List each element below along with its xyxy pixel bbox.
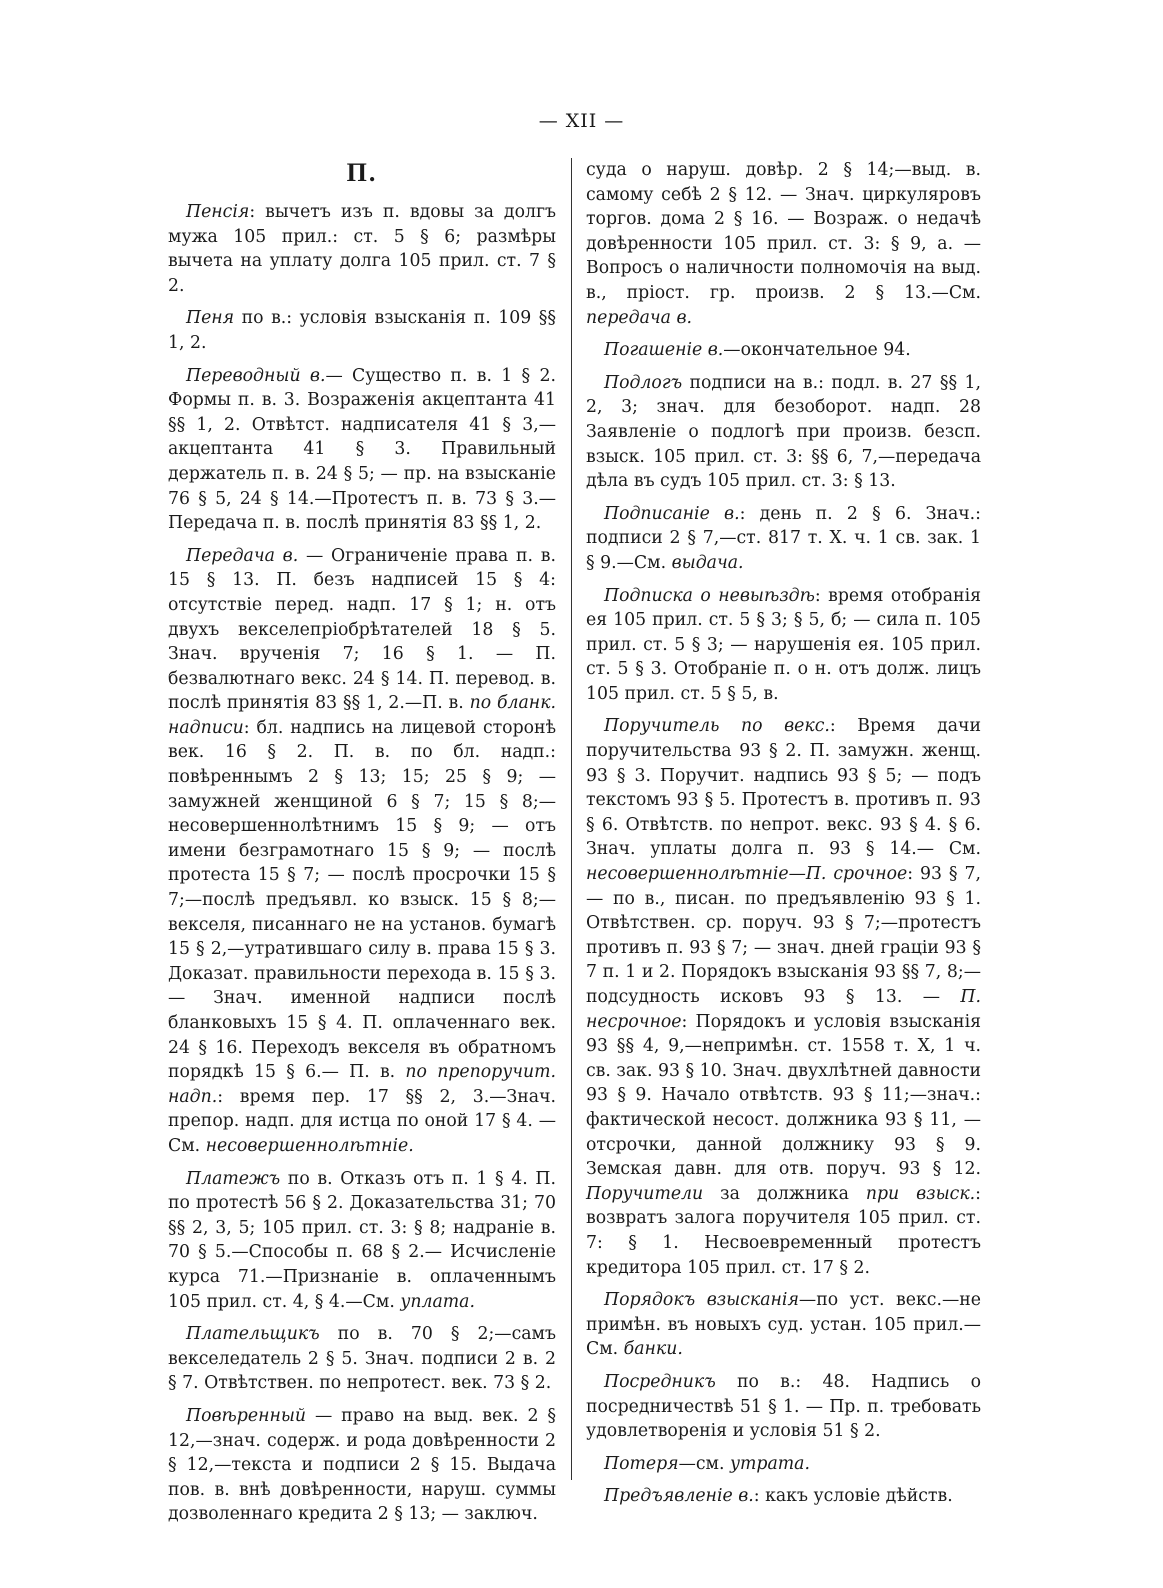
entry-text: : какъ условіе дѣйств.	[753, 1486, 953, 1507]
index-entry	[168, 544, 556, 1159]
entry-reference: несовершеннолѣтніе—П. срочное	[586, 864, 908, 885]
entry-text: : время отобранія ея 105 прил. ст. 5 § 3; § 5, б; — сила п. 105 прил. ст. 5 § 3; — нарушенія ея. 105 прил. ст. 5 § 3. Отобраніе п. о н. отъ долж. лицъ 105 прил. ст. 5 § 5, в.	[586, 585, 981, 704]
entry-reference: передача в.	[586, 307, 692, 328]
entry-term: Пенсія	[186, 202, 250, 222]
entry-reference: несовершеннолѣтніе.	[205, 1135, 414, 1156]
page-header: — XII —	[538, 110, 625, 132]
entry-text: подписи на в.: подл. в. 27 §§ 1, 2, 3; знач. для безоборот. надп. 28 Заявленіе о подлогѣ при произв. безсп. взыск. 105 прил. ст. 3: §§ 6, 7,—передача дѣла въ судъ 105 прил. ст. 3: § 13.	[586, 372, 981, 492]
left-column	[168, 150, 556, 1535]
entry-term: Пеня	[186, 308, 235, 329]
right-column	[586, 158, 981, 1517]
entry-text: : Порядокъ и условія взысканія 93 §§ 4, 9,—непримѣн. ст. 1558 т. X, 1 ч. св. зак. 93 § 10. Знач. двухлѣтней давности 93 § 9. Начало отвѣтств. 93 § 11;—знач.: фактической несост. должника 93 § 11, — отсрочки, данной должнику 93 § 9. Земская давн. для отв. поруч. 93 § 12.	[586, 1011, 981, 1180]
index-entry	[586, 371, 981, 494]
entry-term: Платежъ	[186, 1168, 281, 1189]
entry-text: суда о наруш. довѣр. 2 § 14;—выд. в. самому себѣ 2 § 12. — Знач. циркуляровъ торгов. дома 2 § 16. — Возраж. о недачѣ довѣренности 105 прил. ст. 3: § 9, а. — Вопросъ о наличности полномочія на выд. в., пріост. гр. произв. 2 § 13.—См.	[586, 160, 981, 303]
entry-term: Подлогъ	[604, 372, 683, 393]
entry-text: : Время дачи поручительства 93 § 2. П. замужн. женщ. 93 § 3. Поручит. надпись 93 § 5; — подъ текстомъ 93 § 5. Протестъ в. противъ п. 93 § 6. Отвѣтств. по непрот. векс. 93 § 4. § 6. Знач. уплаты долга п. 93 § 14.— См.	[586, 716, 982, 860]
entry-text: : день п. 2 § 6. Знач.: подписи 2 § 7,—ст. 817 т. X. ч. 1 св. зак. 1 § 9.—См.	[586, 503, 981, 573]
index-entry	[586, 338, 981, 363]
index-entry	[168, 306, 556, 355]
index-entry	[168, 1167, 556, 1315]
entry-text: по в.: условія взысканія п. 109 §§ 1, 2.	[168, 308, 556, 353]
index-entry	[586, 714, 981, 1280]
entry-text: по в. 70 § 2;—самъ векселедатель 2 § 5. Знач. подписи 2 в. 2 § 7. Отвѣтствен. по непротест. век. 73 § 2.	[168, 1324, 556, 1394]
index-entry	[168, 1404, 556, 1527]
entry-term: Подписаніе в.	[604, 503, 740, 524]
index-entry	[586, 1288, 981, 1362]
entry-text: — право на выд. век. 2 § 12,—знач. содерж. и рода довѣренности 2 § 12,—текста и подписи 2 § 15. Выдача пов. в. внѣ довѣренности, наруш. суммы дозволеннаго кредита 2 § 13; — заключ.	[168, 1405, 556, 1525]
entry-term: Повѣренный	[186, 1405, 307, 1426]
entry-reference: уплата.	[400, 1291, 475, 1312]
entry-term: Передача в.	[186, 545, 299, 566]
entry-reference: банки.	[623, 1339, 683, 1360]
entry-text: : время пер. 17 §§ 2, 3.—Знач. препор. надп. для истца по оной 17 § 4. — См.	[168, 1086, 556, 1156]
index-entry	[168, 1322, 556, 1396]
column-divider	[571, 158, 572, 1480]
index-entry	[168, 200, 556, 298]
entry-text: : возвратъ залога поручителя 105 прил. ст. 7: § 1. Несвоевременный протестъ кредитора 105 прил. ст. 17 § 2.	[586, 1183, 981, 1278]
entry-text: : 93 § 7,— по в., писан. по предъявленію 93 § 1. Отвѣтствен. ср. поруч. 93 § 7;—протестъ противъ п. 93 § 7; — знач. дней граціи 93 § 7 п. 1 и 2. Порядокъ взысканія 93 §§ 7, 8;— подсудность исковъ 93 § 13. —	[586, 864, 981, 1007]
entry-reference: при взыск.	[865, 1183, 976, 1204]
entry-reference: по бланк. надписи	[168, 693, 557, 738]
index-entry	[586, 1484, 981, 1509]
entry-text: по в. Отказъ отъ п. 1 § 4. П. по протестѣ 56 § 2. Доказательства 31; 70 §§ 2, 3, 5; 105 прил. ст. 3: § 8; надраніе в. 70 § 5.—Способы п. 68 § 2.— Исчисленіе курса 71.—Признаніе в. оплаченнымъ 105 прил. ст. 4, § 4.—См.	[168, 1168, 556, 1312]
index-entry	[168, 364, 556, 536]
entry-term: Подписка о невыѣздѣ	[604, 585, 815, 606]
entry-term: Переводный в.	[186, 365, 326, 386]
entry-term: Предъявленіе в.	[604, 1486, 754, 1507]
entry-text: —см.	[678, 1453, 730, 1474]
entry-reference: П. несрочное	[586, 987, 981, 1032]
entry-term: Погашеніе в.	[604, 340, 724, 361]
entry-reference: утрата.	[729, 1453, 810, 1474]
entry-reference: Поручители	[586, 1183, 704, 1204]
entry-text: : вычетъ изъ п. вдовы за долгъ мужа 105 прил.: ст. 5 § 6; размѣры вычета на уплату долга 105 прил. ст. 7 § 2.	[168, 202, 556, 296]
entry-text: —окончательное 94.	[723, 340, 911, 361]
entry-reference: по препоручит. надп.	[168, 1062, 557, 1107]
section-letter: П.	[346, 158, 378, 187]
entry-text: —по уст. векс.—не примѣн. въ новыхъ суд. устан. 105 прил.— См.	[586, 1290, 981, 1360]
index-entry-continuation	[586, 158, 981, 330]
index-entry	[586, 584, 981, 707]
entry-text: — Ограниченіе права п. в. 15 § 13. П. безъ надписей 15 § 4: отсутствіе перед. надп. 17 § 1; н. отъ двухъ векселепріобрѣтателей 18 § 5. Знач. врученія 7; 16 § 1. — П. безвалютнаго векс. 24 § 14. П. перевод. в. послѣ принятія 83 §§ 1, 2.—П. в.	[168, 545, 556, 714]
entry-term: Поручитель по векс.	[604, 716, 830, 737]
entry-term: Порядокъ взысканія	[604, 1290, 799, 1311]
entry-term: Потеря	[604, 1453, 679, 1474]
entry-text: — Существо п. в. 1 § 2. Формы п. в. 3. Возраженія акцептанта 41 §§ 1, 2. Отвѣтст. надписателя 41 § 3,— акцептанта 41 § 3. Правильный держатель п. в. 24 § 5; — пр. на взысканіе 76 § 5, 24 § 14.—Протестъ п. в. 73 § 3.— Передача п. в. послѣ принятія 83 §§ 1, 2.	[168, 365, 556, 534]
entry-text: по в.: 48. Надпись о посредничествѣ 51 § 1. — Пр. п. требовать удовлетворенія и условія 51 § 2.	[586, 1371, 981, 1442]
index-entry	[586, 1370, 981, 1444]
index-entry	[586, 502, 981, 576]
entry-text: : бл. надпись на лицевой сторонѣ век. 16 § 2. П. в. по бл. надп.: повѣреннымъ 2 § 13; 15; 25 § 9; — замужней женщиной 6 § 7; 15 § 8;—несовершеннолѣтнимъ 15 § 9; — отъ имени безграмотнаго 15 § 9; — послѣ протеста 15 § 7; — послѣ просрочки 15 § 7;—послѣ предъявл. ко взыск. 15 § 8;— векселя, писаннаго не на установ. бумагѣ 15 § 2,—утратившаго силу в. права 15 § 3. Доказат. правильности перехода в. 15 § 3.— Знач. именной надписи послѣ бланковыхъ 15 § 4. П. оплаченнаго век. 24 § 16. Переходъ векселя въ обратномъ порядкѣ 15 § 6.— П. в.	[168, 717, 556, 1083]
entry-reference: выдача.	[671, 552, 744, 573]
entry-text: за должника	[703, 1183, 866, 1204]
entry-term: Плательщикъ	[186, 1324, 320, 1345]
entry-term: Посредникъ	[604, 1371, 716, 1392]
index-entry	[586, 1452, 981, 1477]
